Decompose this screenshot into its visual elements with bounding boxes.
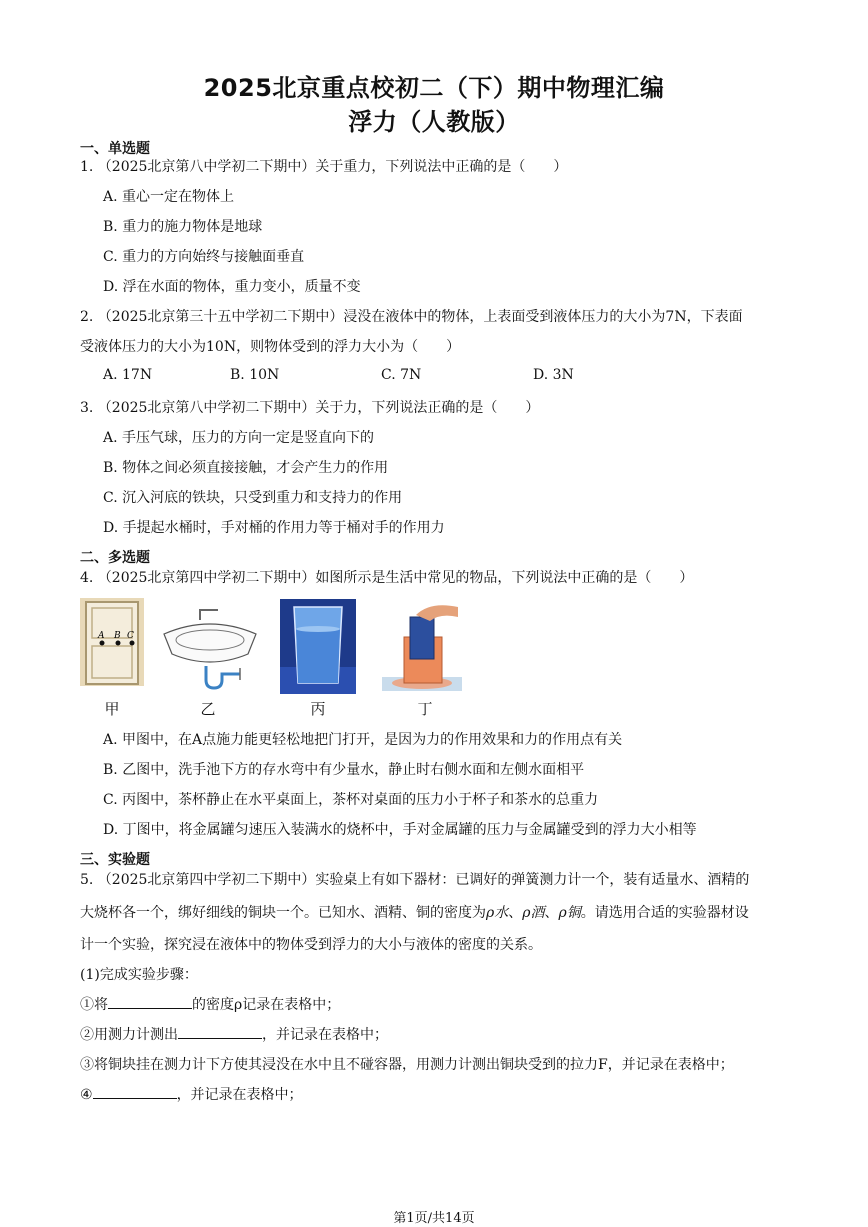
page-subtitle: 浮力（人教版） [348, 108, 520, 136]
step-2-suffix: ，并记录在表格中； [262, 1027, 388, 1043]
step-4-prefix: ④ [80, 1087, 93, 1103]
question-3-option-c: C. 沉入河底的铁块，只受到重力和支持力的作用 [103, 490, 403, 506]
step-2-blank[interactable] [178, 1026, 262, 1039]
step-1-prefix: ①将 [80, 997, 108, 1013]
rho-alcohol-symbol: ρ酒 [522, 905, 545, 921]
question-5-line2-text: 大烧杯各一个，绑好细线的铜块一个。已知水、酒精、铜的密度为 [80, 905, 486, 921]
question-1-stem: 1. （2025北京第八中学初二下期中）关于重力，下列说法中正确的是（ ） [80, 159, 568, 175]
step-4-suffix: ，并记录在表格中； [176, 1087, 303, 1103]
figure-sink [160, 602, 260, 694]
question-4-stem: 4. （2025北京第四中学初二下期中）如图所示是生活中常见的物品，下列说法中正确的是（ ） [80, 570, 694, 586]
page-title: 2025北京重点校初二（下）期中物理汇编 [203, 74, 665, 102]
door-label-a: A [98, 631, 105, 641]
question-2-option-c: C. 7N [381, 367, 422, 383]
question-4-option-d: D. 丁图中，将金属罐匀速压入装满水的烧杯中，手对金属罐的压力与金属罐受到的浮力大小相等 [103, 822, 697, 838]
section-heading-multi-choice: 二、多选题 [80, 550, 150, 566]
question-3-option-a: A. 手压气球，压力的方向一定是竖直向下的 [103, 430, 375, 446]
question-2-stem-line1: 2. （2025北京第三十五中学初二下期中）浸没在液体中的物体，上表面受到液体压力的大小为7N，下表面 [80, 309, 743, 325]
section-heading-single-choice: 一、单选题 [80, 141, 150, 157]
section-heading-experiment: 三、实验题 [80, 852, 150, 868]
rho-water-symbol: ρ水 [486, 905, 509, 921]
question-5-step-2 [80, 1024, 388, 1044]
question-2-option-b: B. 10N [230, 367, 280, 383]
question-5-line3: 计一个实验，探究浸在液体中的物体受到浮力的大小与液体的密度的关系。 [80, 937, 542, 953]
step-4-blank[interactable] [93, 1086, 177, 1099]
question-5-step-1 [80, 994, 340, 1014]
question-5-line2-tail: 。请选用合适的实验器材设 [580, 905, 749, 921]
figure-caption-jia: 甲 [104, 700, 120, 718]
question-1-option-d: D. 浮在水面的物体，重力变小，质量不变 [103, 279, 361, 295]
question-1-option-b: B. 重力的施力物体是地球 [103, 219, 263, 235]
question-5-line1: 5. （2025北京第四中学初二下期中）实验桌上有如下器材：已调好的弹簧测力计一个，装有适量水、酒精的 [80, 872, 750, 888]
question-5-step-heading: (1)完成实验步骤： [80, 967, 198, 983]
question-4-option-a: A. 甲图中，在A点施力能更轻松地把门打开，是因为力的作用效果和力的作用点有关 [103, 732, 623, 748]
question-2-stem-line2: 受液体压力的大小为10N，则物体受到的浮力大小为（ ） [80, 339, 461, 355]
question-3-option-d: D. 手提起水桶时，手对桶的作用力等于桶对手的作用力 [103, 520, 445, 536]
door-label-b: B [114, 631, 121, 641]
figure-caption-bing: 丙 [310, 700, 326, 718]
figure-caption-yi: 乙 [200, 700, 216, 718]
question-5-step-3: ③将铜块挂在测力计下方使其浸没在水中且不碰容器，用测力计测出铜块受到的拉力F，并记录在表格中； [80, 1057, 734, 1073]
question-5-line2: 大烧杯各一个，绑好细线的铜块一个。已知水、酒精、铜的密度为ρ水、ρ酒、ρ铜。请选用合适的实验器材设 [80, 905, 749, 921]
page-footer: 第1页/共14页 [393, 1211, 475, 1226]
question-5-step-4 [80, 1084, 303, 1104]
figure-can-beaker [380, 599, 464, 694]
rho-copper-symbol: ρ铜 [558, 905, 581, 921]
question-3-option-b: B. 物体之间必须直接接触，才会产生力的作用 [103, 460, 389, 476]
step-1-suffix: 的密度ρ记录在表格中； [192, 997, 341, 1013]
step-1-blank[interactable] [108, 996, 192, 1009]
figure-glass [280, 599, 356, 694]
question-1-option-c: C. 重力的方向始终与接触面垂直 [103, 249, 305, 265]
figure-door [80, 598, 144, 686]
step-2-prefix: ②用测力计测出 [80, 1027, 178, 1043]
question-1-option-a: A. 重心一定在物体上 [103, 189, 235, 205]
question-3-stem: 3. （2025北京第八中学初二下期中）关于力，下列说法正确的是（ ） [80, 400, 540, 416]
question-4-option-b: B. 乙图中，洗手池下方的存水弯中有少量水，静止时右侧水面和左侧水面相平 [103, 762, 585, 778]
door-label-c: C [127, 631, 134, 641]
question-4-option-c: C. 丙图中，茶杯静止在水平桌面上，茶杯对桌面的压力小于杯子和茶水的总重力 [103, 792, 599, 808]
question-2-option-d: D. 3N [533, 367, 574, 383]
figure-caption-ding: 丁 [417, 700, 433, 718]
question-2-option-a: A. 17N [103, 367, 153, 383]
